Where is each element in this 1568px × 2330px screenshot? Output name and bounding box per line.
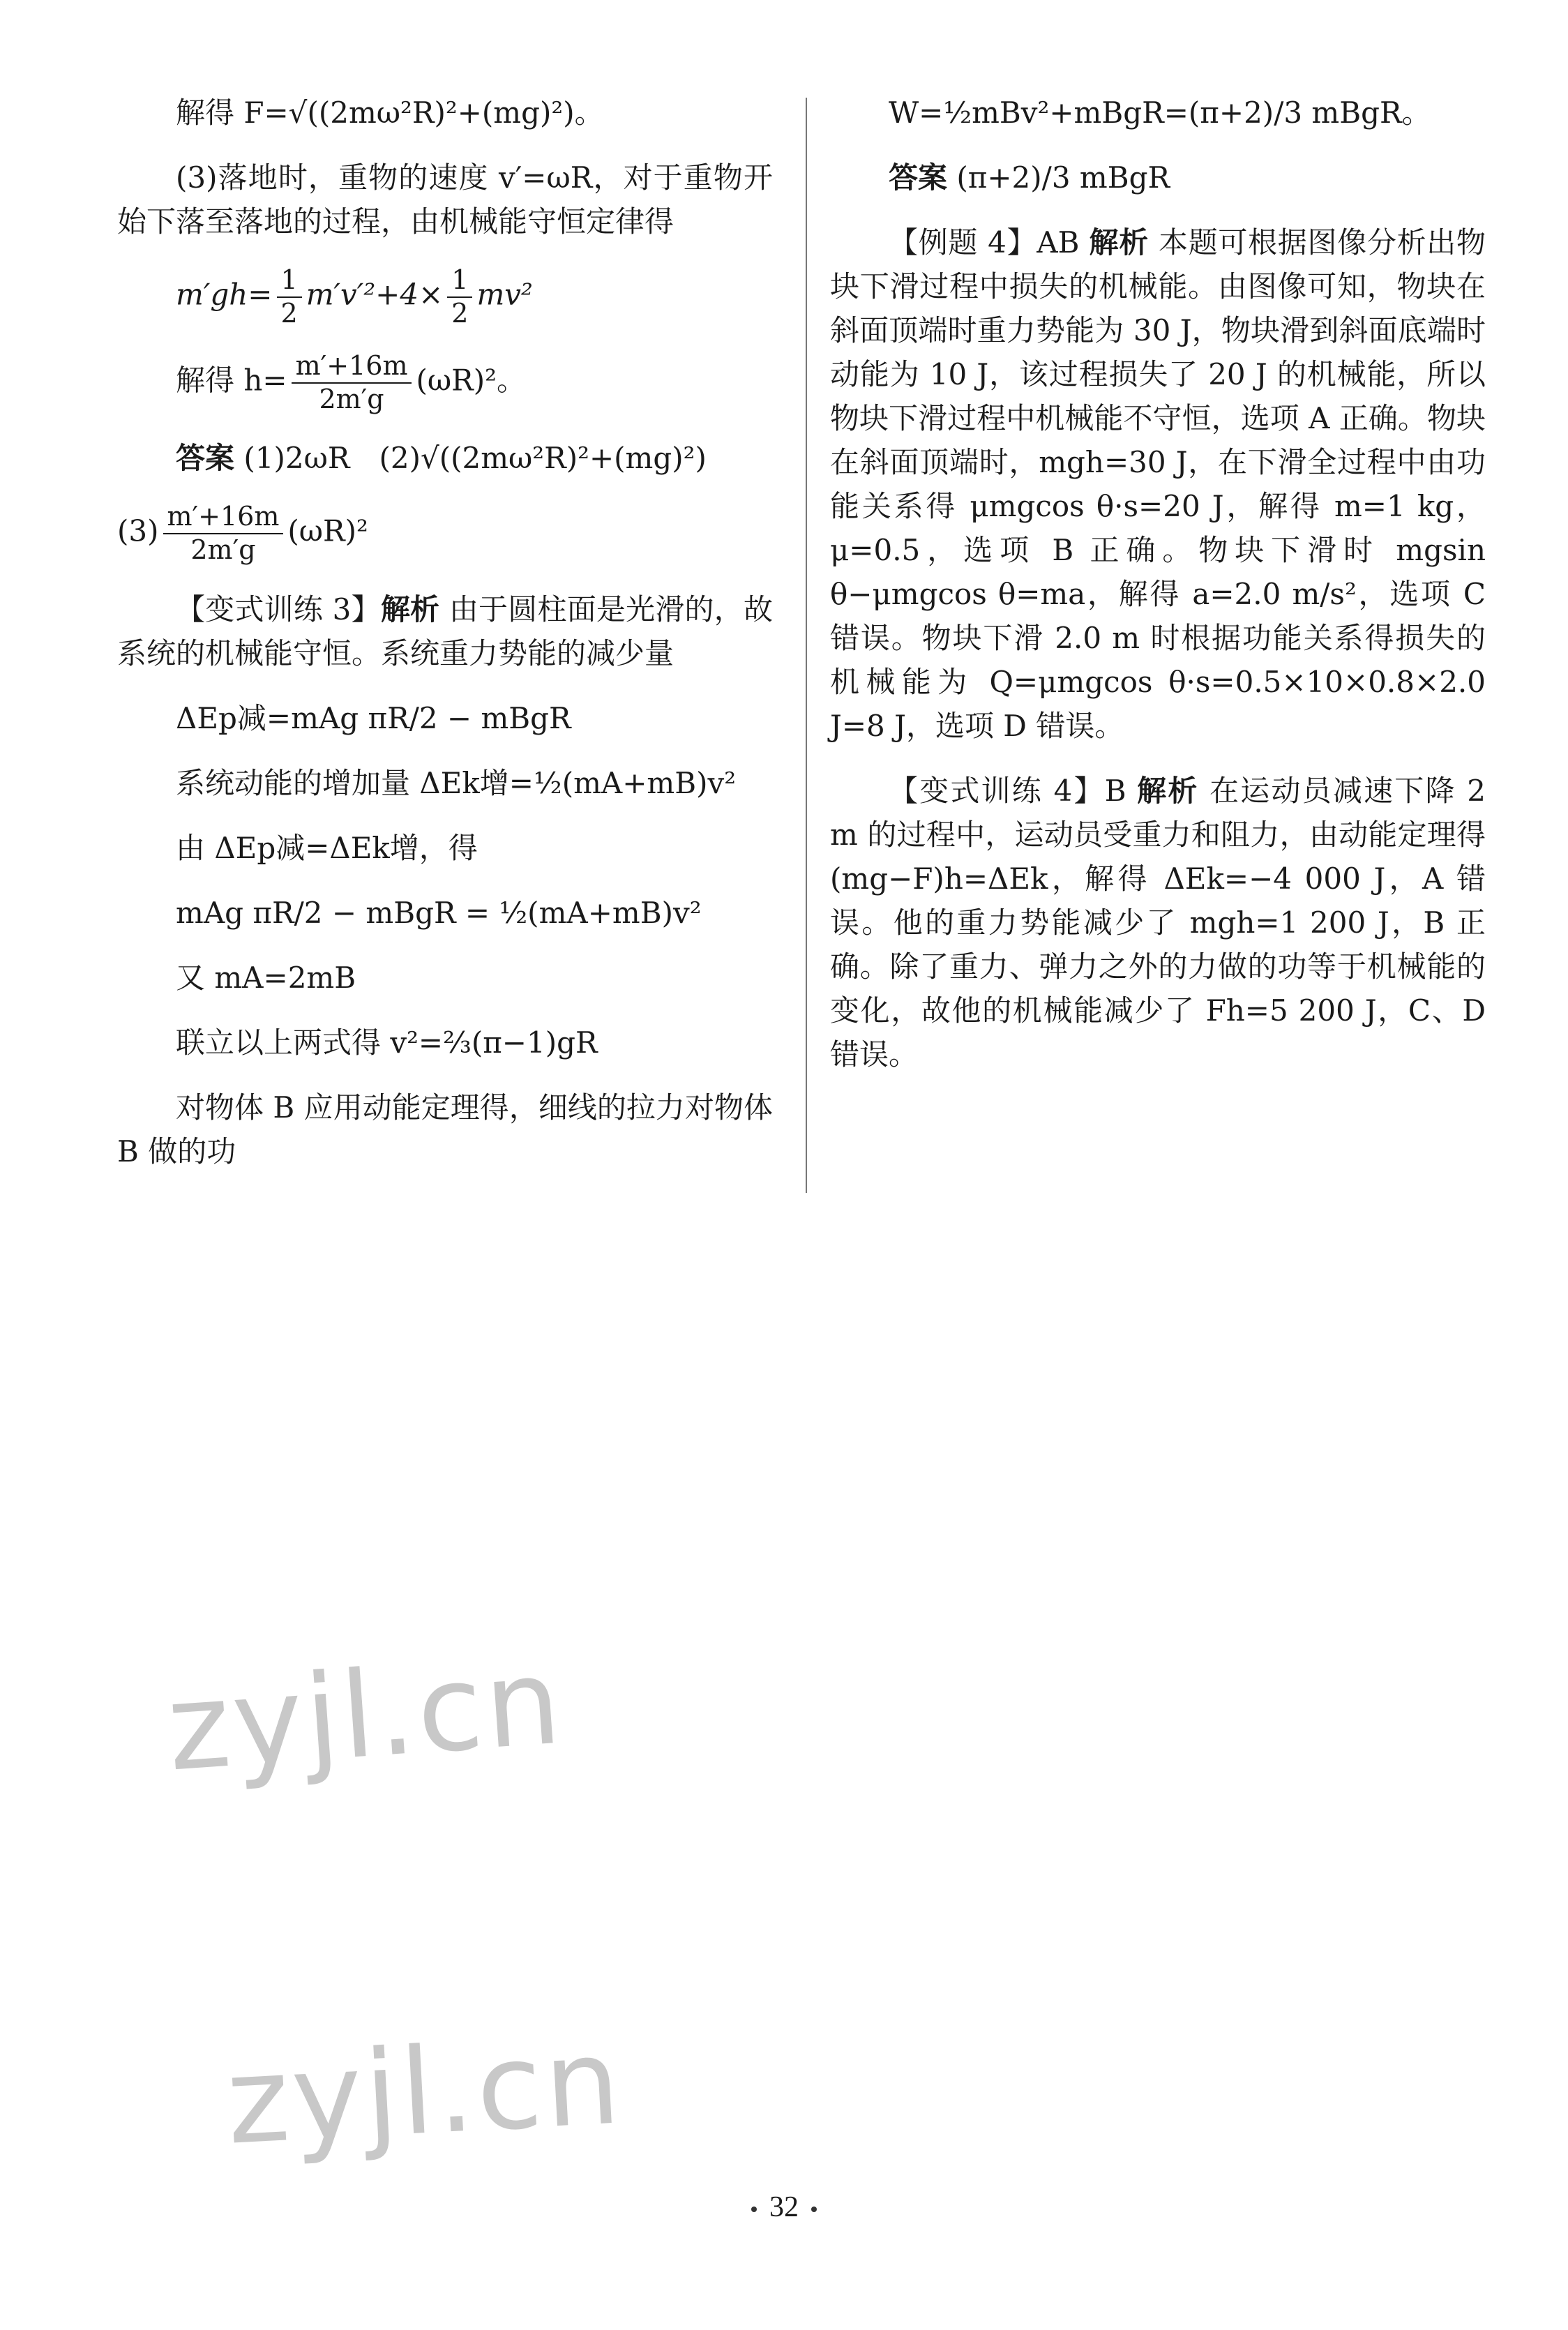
page-number-text: 32 — [769, 2191, 799, 2223]
variant3-jiexi: 解析 — [380, 592, 440, 626]
eq-combined: mAg πR/2 − mBgR = ½(mA+mB)v² — [176, 895, 702, 930]
frac-num: 1 — [277, 264, 302, 298]
right-column — [830, 91, 1486, 1097]
work-paragraph: 对物体 B 应用动能定理得，细线的拉力对物体 B 做的功 — [117, 1090, 773, 1168]
frac-half-1 — [277, 264, 302, 329]
example4-label: 【例题 4】AB — [889, 225, 1080, 260]
watermark-1: zyjl.cn — [163, 1632, 568, 1798]
frac-num: 1 — [447, 264, 472, 298]
eq-equal: 由 ΔEp减=ΔEk增，得 — [176, 830, 478, 865]
frac-den: 2 — [280, 297, 298, 329]
eq-mass: 又 mA=2mB — [176, 960, 356, 995]
left-column — [117, 91, 773, 1194]
variant4-jiexi: 解析 — [1137, 774, 1199, 808]
answer-text: (1)2ωR (2)√((2mω²R)²+(mg)²) — [243, 441, 707, 476]
right-answer-line — [830, 156, 1486, 200]
frac-half-2 — [447, 264, 472, 329]
variant4-label: 【变式训练 4】B — [889, 774, 1126, 808]
dot-left-icon — [751, 2207, 757, 2212]
frac-den: 2m′g — [319, 383, 384, 414]
solve-h-pre: 解得 h= — [176, 363, 287, 398]
work-equation: W=½mBv²+mBgR=(π+2)/3 mBgR。 — [889, 96, 1431, 130]
frac-den: 2m′g — [190, 534, 256, 565]
energy-equation — [117, 264, 773, 329]
variant4-text: 在运动员减速下降 2 m 的过程中，运动员受重力和阻力，由动能定理得(mg−F)h=ΔEk，解得 ΔEk=−4 000 J，A 错误。他的重力势能减少了 mgh=1 200 J，B 正确。除了重力、弹力之外的力做的功等于机械能的变化，故他的机械能减少了 Fh=5 200 J，C、D 错误。 — [830, 774, 1486, 1072]
eq1-mid: m′v′²+4× — [306, 277, 444, 312]
variant4-paragraph — [830, 769, 1486, 1076]
example4-jiexi: 解析 — [1089, 225, 1149, 260]
solve-h-line — [117, 350, 773, 415]
answer-label: 答案 — [176, 441, 235, 476]
right-answer-label: 答案 — [889, 160, 948, 195]
example4-paragraph — [830, 220, 1486, 748]
page-number — [0, 2190, 1568, 2224]
answer3-post: (ωR)² — [287, 513, 368, 548]
answer3-line — [117, 501, 773, 566]
eq1-pre: m′gh= — [176, 277, 273, 312]
solve-h-post: (ωR)²。 — [416, 363, 526, 398]
eq-v2: 联立以上两式得 v²=⅔(π−1)gR — [176, 1025, 598, 1060]
frac-den: 2 — [451, 297, 469, 329]
frac-num: m′+16m — [163, 501, 284, 534]
solve-F-line: 解得 F=√((2mω²R)²+(mg)²)。 — [176, 96, 604, 130]
eq-kinetic: 系统动能的增加量 ΔEk增=½(mA+mB)v² — [176, 765, 737, 800]
answer3-pre: (3) — [117, 513, 159, 548]
dot-right-icon — [811, 2207, 817, 2212]
column-divider — [806, 98, 807, 1193]
right-answer-text: (π+2)/3 mBgR — [956, 160, 1170, 195]
variant3-paragraph — [117, 587, 773, 675]
watermark-2: zyjl.cn — [223, 2013, 626, 2172]
frac-num: m′+16m — [292, 350, 412, 384]
variant3-text: 由于圆柱面是光滑的，故系统的机械能守恒。系统重力势能的减少量 — [117, 592, 773, 670]
example4-text: 本题可根据图像分析出物块下滑过程中损失的机械能。由图像可知，物块在斜面顶端时重力势能为 30 J，物块滑到斜面底端时动能为 10 J，该过程损失了 20 J 的机械能，所以物块下滑过程中机械能不守恒，选项 A 正确。物块在斜面顶端时，mgh=30 J，在下滑全过程中由功能关系得 μmgcos θ·s=20 J，解得 m=1 kg，μ=0.5，选项 B 正确。物块下滑时 mgsin θ−μmgcos θ=ma，解得 a=2.0 m/s²，选项 C 错误。物块下滑 2.0 m 时根据功能关系得损失的机械能为 Q=μmgcos θ·s=0.5×10×0.8×2.0 J=8 J，选项 D 错误。 — [830, 225, 1486, 743]
eq-potential: ΔEp减=mAg πR/2 − mBgR — [176, 700, 571, 735]
variant3-label: 【变式训练 3】 — [176, 592, 381, 626]
eq1-post: mv² — [476, 277, 533, 312]
frac-ans3 — [163, 501, 284, 566]
answer-line — [117, 436, 773, 480]
frac-h — [292, 350, 412, 415]
part3-paragraph: (3)落地时，重物的速度 v′=ωR，对于重物开始下落至落地的过程，由机械能守恒定律得 — [117, 160, 773, 239]
